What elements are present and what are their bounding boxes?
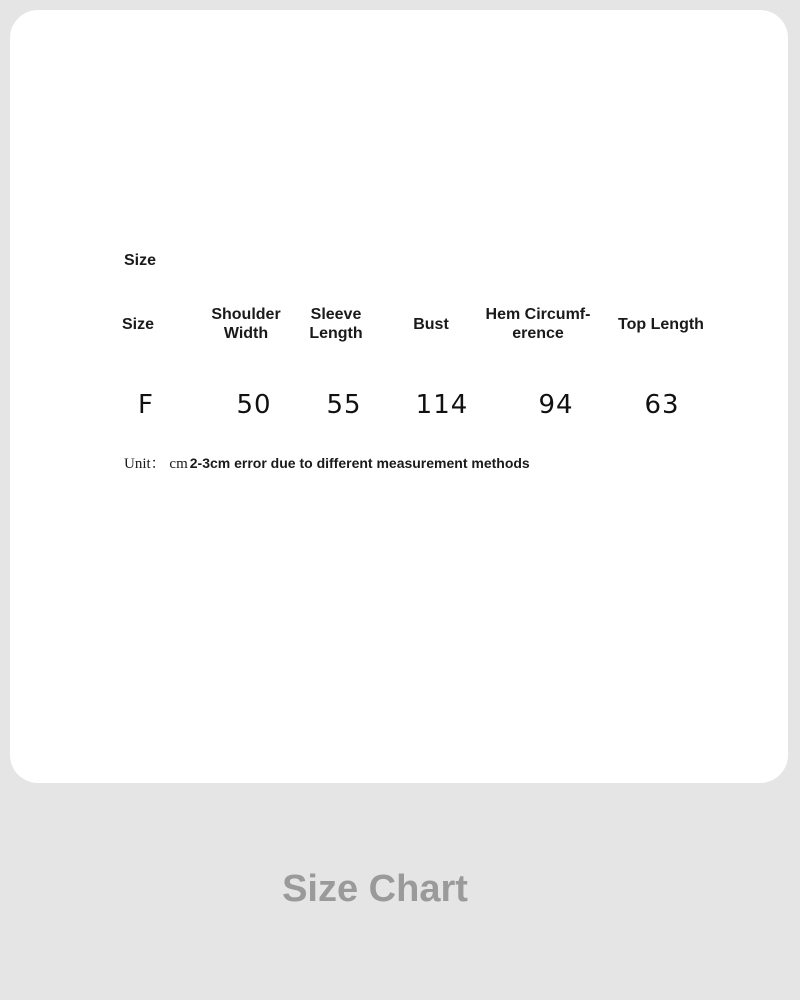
table-cell-hem-circumference: 94 <box>538 390 574 420</box>
column-header-shoulder-width <box>196 305 296 343</box>
column-header-size: Size <box>121 316 154 333</box>
section-title: Size <box>124 252 157 269</box>
column-header-top-length: Top Length <box>618 316 704 333</box>
column-header-sleeve-length-text: Sleeve Length <box>309 306 363 342</box>
table-cell-shoulder-width: 50 <box>236 390 272 420</box>
column-header-hem-circumference <box>478 305 598 343</box>
unit-label: Unit： cm <box>124 456 188 472</box>
column-header-hem-circumference-text: Hem Circumf- erence <box>485 306 591 342</box>
column-header-sleeve-length <box>296 305 376 343</box>
table-cell-top-length: 63 <box>644 390 680 420</box>
column-header-bust: Bust <box>413 316 449 333</box>
error-note: 2-3cm error due to different measurement methods <box>189 455 530 471</box>
column-header-shoulder-width-text: Shoulder Width <box>211 306 281 342</box>
table-cell-sleeve-length: 55 <box>326 390 362 420</box>
footer-title: Size Chart <box>282 868 468 910</box>
table-cell-size: F <box>138 390 154 420</box>
table-cell-bust: 114 <box>415 390 469 420</box>
measurement-note <box>124 452 530 473</box>
